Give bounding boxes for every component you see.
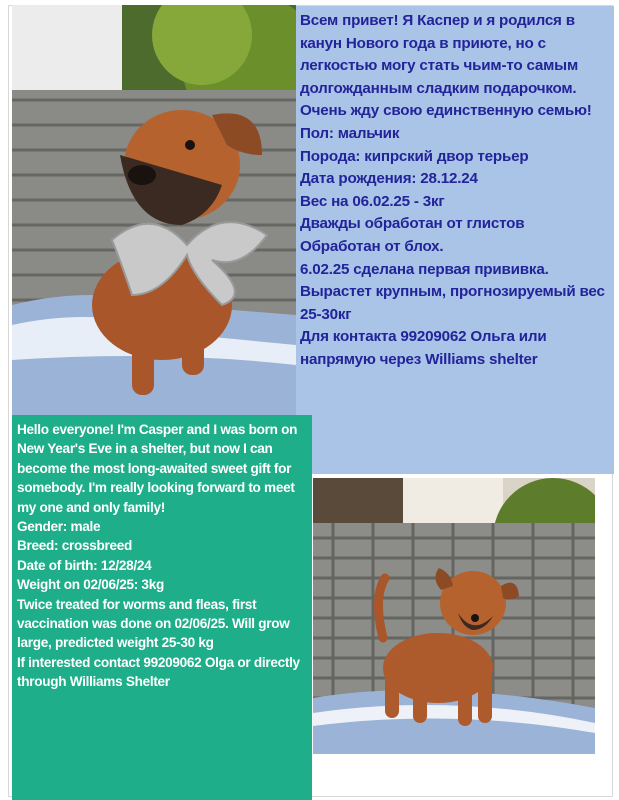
en-birth-date: Date of birth: 12/28/24 <box>17 557 152 573</box>
ru-breed: Порода: кипрский двор терьер <box>300 147 529 165</box>
en-contact: If interested contact 99209062 Olga or directly through Williams Shelter <box>17 654 300 690</box>
en-intro: Hello everyone! I'm Casper and I was born on New Year's Eve in a shelter, but now I can become the most long-awaited sweet gift for somebody. I'm really looking forward to meet my one and only family! <box>17 422 298 515</box>
russian-description <box>296 6 614 474</box>
ru-birth-date: Дата рождения: 28.12.24 <box>300 170 478 188</box>
ru-intro: Всем привет! Я Каспер и я родился в канун Нового года в приюте, но с легкостью могу стать чьим-то самым долгожданным сладким подарочком. Очень жду свою единственную семью! <box>300 12 592 120</box>
ru-weight: Вес на 06.02.25 - 3кг <box>300 192 445 210</box>
en-breed: Breed: crossbreed <box>17 538 133 554</box>
ru-vaccination: 6.02.25 сделана первая прививка. <box>300 260 549 278</box>
ru-worms: Дважды обработан от глистов <box>300 215 525 233</box>
en-gender: Gender: male <box>17 519 101 535</box>
ru-contact: Для контакта 99209062 Ольга или напрямую через Williams shelter <box>300 328 547 368</box>
puppy-photo-with-bow <box>12 5 296 415</box>
english-description <box>12 415 312 800</box>
en-treatment: Twice treated for worms and fleas, first vaccination was done on 02/06/25. Will grow large, predicted weight 25-30 kg <box>17 596 290 651</box>
ru-fleas: Обработан от блох. <box>300 237 444 255</box>
puppy-photo-on-chair <box>313 478 595 754</box>
ru-gender: Пол: мальчик <box>300 124 400 142</box>
en-weight: Weight on 02/06/25: 3kg <box>17 577 164 593</box>
ru-growth: Вырастет крупным, прогнозируемый вес 25-30кг <box>300 283 605 323</box>
